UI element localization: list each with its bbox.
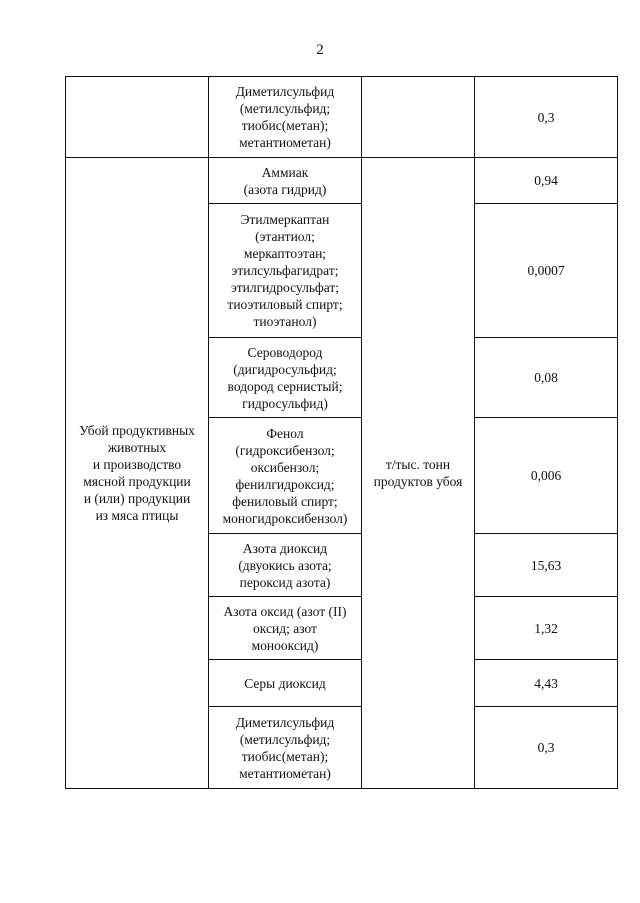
unit-cell: т/тыс. тонн продуктов убоя — [362, 158, 475, 789]
value-cell: 0,3 — [475, 707, 618, 789]
table-row — [66, 77, 618, 158]
value-cell: 1,32 — [475, 597, 618, 660]
value-cell: 4,43 — [475, 660, 618, 707]
substance-cell: Аммиак (азота гидрид) — [209, 158, 362, 204]
value-cell: 0,94 — [475, 158, 618, 204]
value-cell: 0,0007 — [475, 204, 618, 338]
substance-cell: Азота диоксид (двуокись азота; пероксид азота) — [209, 534, 362, 597]
substance-cell: Фенол (гидроксибензол; оксибензол; фенилгидроксид; фениловый спирт; моногидроксибензол) — [209, 418, 362, 534]
page-number: 2 — [316, 42, 324, 58]
substance-cell: Этилмеркаптан (этантиол; меркаптоэтан; этилсульфагидрат; этилгидросульфат; тиоэтиловый спирт; тиоэтанол) — [209, 204, 362, 338]
value-cell: 15,63 — [475, 534, 618, 597]
substance-cell: Сероводород (дигидросульфид; водород сернистый; гидросульфид) — [209, 338, 362, 418]
activity-cell-empty — [66, 77, 209, 158]
unit-cell-empty — [362, 77, 475, 158]
activity-cell: Убой продуктивных животных и производство мясной продукции и (или) продукции из мяса птицы — [66, 158, 209, 789]
emissions-table — [65, 76, 618, 789]
substance-cell: Азота оксид (азот (II) оксид; азот монооксид) — [209, 597, 362, 660]
value-cell: 0,3 — [475, 77, 618, 158]
value-cell: 0,08 — [475, 338, 618, 418]
substance-cell: Диметилсульфид (метилсульфид; тиобис(метан); метантиометан) — [209, 707, 362, 789]
substance-cell: Серы диоксид — [209, 660, 362, 707]
value-cell: 0,006 — [475, 418, 618, 534]
substance-cell: Диметилсульфид (метилсульфид; тиобис(метан); метантиометан) — [209, 77, 362, 158]
table-row — [66, 158, 618, 204]
